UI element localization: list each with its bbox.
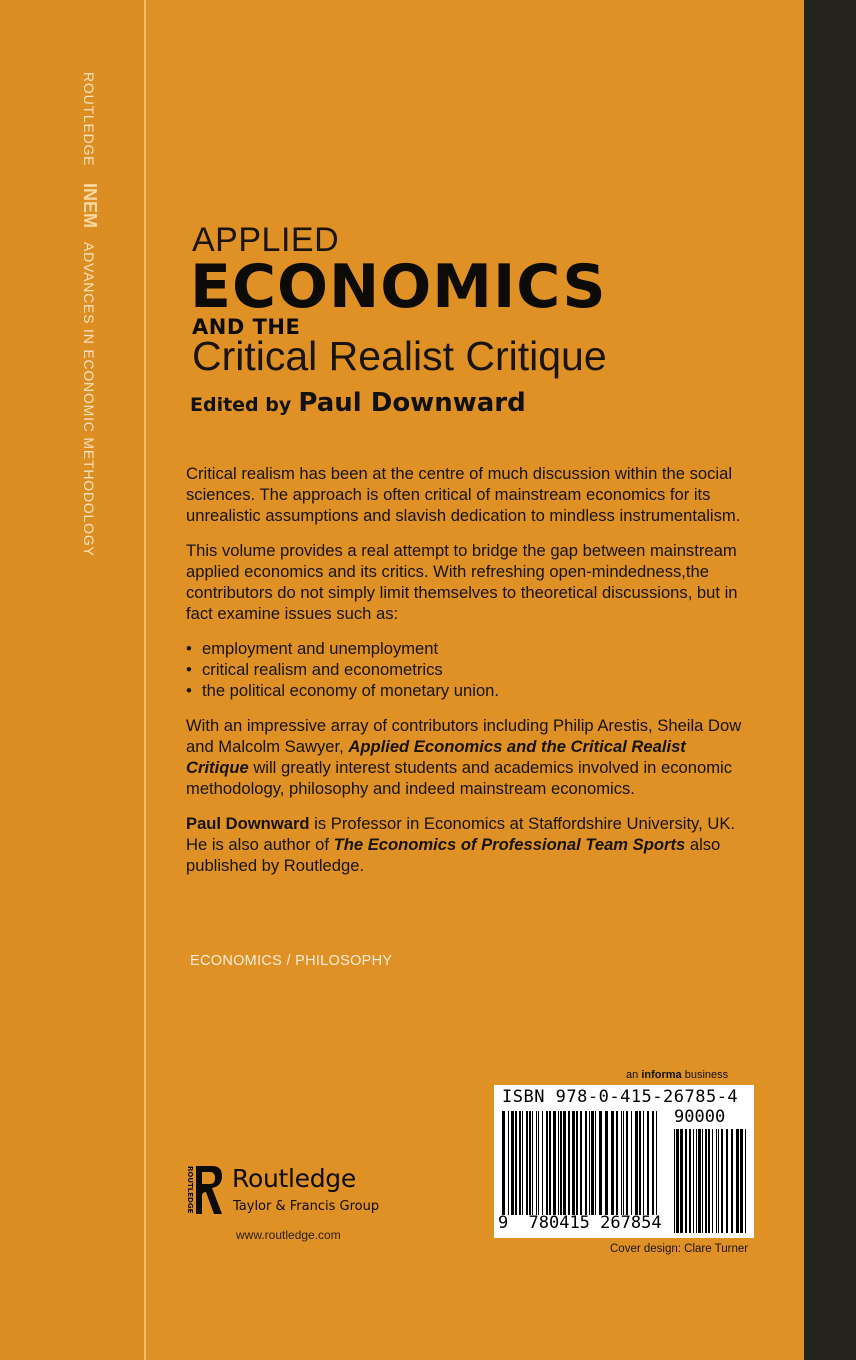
audience-text: will greatly interest students and academics involved in economic methodology, philosophy and indeed mainstream economics. — [186, 758, 733, 798]
informa-suffix: business — [684, 1069, 729, 1081]
publisher-group: Taylor & Francis Group — [233, 1199, 380, 1214]
author-bio-text: is Professor in Economics at Staffordshire University, UK. He is also author of — [186, 814, 736, 854]
edge-strip — [804, 0, 856, 1360]
title-line-applied: APPLIED — [192, 221, 340, 259]
cover-credit: Cover design: Clare Turner — [610, 1243, 749, 1255]
issues-list — [186, 638, 746, 701]
other-book-title: The Economics of Professional Team Sports — [333, 835, 686, 854]
list-item: • employment and unemployment — [186, 638, 746, 659]
price-addon: 90000 — [674, 1107, 726, 1127]
book-title-inline: Applied Economics and the Critical Realist Critique — [186, 737, 686, 777]
title-line-and-the: AND THE — [192, 315, 301, 339]
spine-text — [79, 72, 100, 557]
spine — [0, 0, 144, 1360]
author-name: Paul Downward — [186, 814, 310, 833]
subject-category: ECONOMICS / PHILOSOPHY — [190, 953, 393, 969]
contributors-text: With an impressive array of contributors including Philip Arestis, Sheila Dow and Malcolm Sawyer, — [186, 716, 742, 756]
title-line-economics: ECONOMICS — [190, 252, 607, 322]
informa-prefix: an — [626, 1069, 639, 1081]
blurb-paragraph-1: Critical realism has been at the centre of much discussion within the social sciences. The approach is often critical of mainstream economics for its unrealistic assumptions and slavish dedication to mindless instrumentalism. — [186, 464, 741, 525]
spine-publisher: ROUTLEDGE — [81, 72, 97, 167]
list-item: • the political economy of monetary union. — [186, 680, 746, 701]
informa-brand: informa — [641, 1069, 682, 1081]
barcode-bars-addon — [674, 1129, 746, 1233]
barcode-first-digit: 9 — [498, 1213, 509, 1233]
series-title: ADVANCES IN ECONOMIC METHODOLOGY — [81, 241, 97, 557]
logo-mark-text: ROUTLEDGE — [186, 1166, 194, 1214]
editor-line — [190, 388, 526, 418]
list-item: • critical realism and econometrics — [186, 659, 746, 680]
title-line-subtitle: Critical Realist Critique — [192, 333, 607, 379]
series-logo: INEM — [80, 183, 100, 229]
blurb — [186, 463, 746, 890]
spine-divider — [144, 0, 146, 1360]
barcode-bars-main — [502, 1111, 660, 1215]
book-title — [192, 222, 607, 378]
isbn-label: ISBN 978-0-415-26785-4 — [502, 1087, 739, 1107]
author-bio — [186, 813, 746, 876]
publisher-name: Routledge — [232, 1164, 356, 1193]
barcode-number: 780415 267854 — [528, 1213, 662, 1233]
isbn-barcode — [494, 1085, 754, 1238]
author-bio-end: also published by Routledge. — [186, 835, 721, 875]
blurb-paragraph-3 — [186, 715, 746, 799]
blurb-paragraph-2: This volume provides a real attempt to bridge the gap between mainstream applied economics and its critics. With refreshing open-mindedness,the contributors do not simply limit themselves to theoretical discussions, but in fact examine issues such as: — [186, 541, 738, 623]
barcode-digits — [498, 1213, 662, 1233]
publisher-website: www.routledge.com — [236, 1228, 341, 1242]
informa-tagline — [626, 1069, 728, 1081]
routledge-logo-icon — [182, 1162, 226, 1220]
editor-prefix: Edited by — [190, 394, 292, 416]
editor-name: Paul Downward — [298, 388, 526, 418]
